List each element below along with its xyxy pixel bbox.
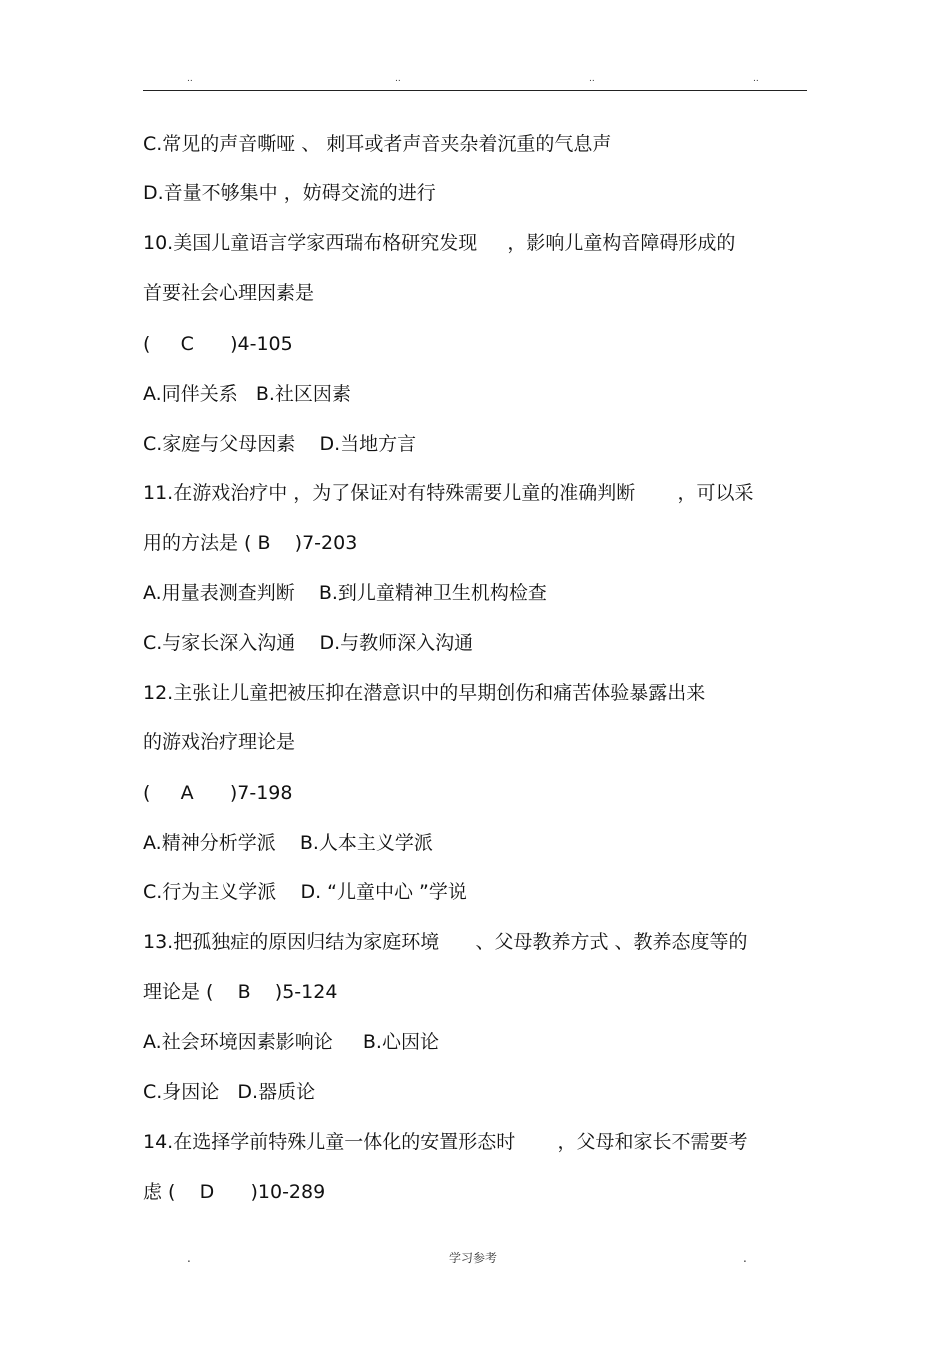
header-dot-1: .. <box>187 74 193 84</box>
text-line: D.音量不够集中 ，妨碍交流的进行 <box>143 182 436 204</box>
answer-11: 用的方法是 ( B )7-203 <box>143 532 358 554</box>
options-11-cd: C.与家长深入沟通 D.与教师深入沟通 <box>143 632 474 654</box>
text-line: C.常见的声音嘶哑 、 刺耳或者声音夹杂着沉重的气息声 <box>143 133 612 155</box>
options-10-cd: C.家庭与父母因素 D.当地方言 <box>143 433 417 455</box>
options-13-ab: A.社会环境因素影响论 B.心因论 <box>143 1031 439 1053</box>
options-10-ab: A.同伴关系 B.社区因素 <box>143 383 351 405</box>
header-dot-3: .. <box>589 74 595 84</box>
header-rule <box>143 90 807 91</box>
answer-10: ( C )4-105 <box>143 333 293 355</box>
question-10-text: 10.美国儿童语言学家西瑞布格研究发现 ，影响儿童构音障碍形成的 <box>143 232 736 254</box>
answer-14: 虑 ( D )10-289 <box>143 1181 326 1203</box>
options-11-ab: A.用量表测查判断 B.到儿童精神卫生机构检查 <box>143 582 547 604</box>
question-11-text: 11.在游戏治疗中 ，为了保证对有特殊需要儿童的准确判断 ，可以采 <box>143 482 754 504</box>
options-12-cd: C.行为主义学派 D. “儿童中心 ”学说 <box>143 881 467 903</box>
answer-12: ( A )7-198 <box>143 782 293 804</box>
question-13-text: 13.把孤独症的原因归结为家庭环境 、父母教养方式 、教养态度等的 <box>143 931 748 953</box>
text-line: 首要社会心理因素是 <box>143 282 315 304</box>
answer-13: 理论是 ( B )5-124 <box>143 981 338 1003</box>
options-13-cd: C.身因论 D.器质论 <box>143 1081 316 1103</box>
page-header-dots <box>143 74 807 88</box>
footer-label: 学习参考 <box>449 1251 498 1265</box>
header-dot-2: .. <box>395 74 401 84</box>
question-12-text: 12.主张让儿童把被压抑在潜意识中的早期创伤和痛苦体验暴露出来 <box>143 682 706 704</box>
page-footer <box>143 1250 807 1270</box>
question-14-text: 14.在选择学前特殊儿童一体化的安置形态时 ，父母和家长不需要考 <box>143 1131 748 1153</box>
footer-dot-right: . <box>743 1251 747 1265</box>
text-line: 的游戏治疗理论是 <box>143 731 296 753</box>
header-dot-4: .. <box>753 74 759 84</box>
options-12-ab: A.精神分析学派 B.人本主义学派 <box>143 832 433 854</box>
footer-dot-left: . <box>187 1251 191 1265</box>
